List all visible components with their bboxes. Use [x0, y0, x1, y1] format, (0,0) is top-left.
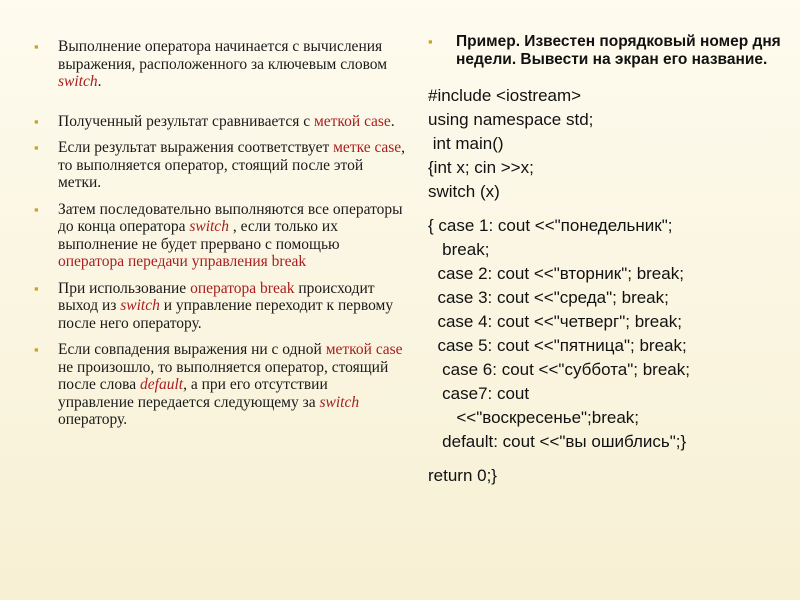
bullet-item: ▪ Выполнение оператора начинается с вычисления выражения, расположенного за ключевым словом switch.	[34, 38, 388, 90]
bullet-item: ▪ Полученный результат сравнивается с меткой case.	[34, 112, 395, 130]
bullet-marker-icon: ▪	[34, 140, 39, 155]
example-column	[428, 33, 793, 488]
explanation-column	[34, 38, 406, 438]
example-heading: ▪ Пример. Известен порядковый номер дня недели. Вывести на экран его название.	[428, 33, 781, 68]
bullet-item: ▪ Если совпадения выражения ни с одной меткой case не произошло, то выполняется оператор, стоящий после слова default, а при его отсутствии управление передается следующему за switch оператору.	[34, 341, 403, 428]
bullet-marker-icon: ▪	[34, 39, 39, 54]
code-block-return: return 0;}	[428, 466, 497, 485]
bullet-marker-icon: ▪	[428, 34, 433, 49]
bullet-item: ▪ Затем последовательно выполняются все операторы до конца оператора switch , если только их выполнение не будет прервано с помощью оператора передачи управления break	[34, 200, 403, 270]
code-block-header: #include <iostream> using namespace std; int main() {int x; cin >>x; switch (x)	[428, 86, 594, 201]
bullet-marker-icon: ▪	[34, 113, 39, 129]
bullet-item: ▪ При использование оператора break происходит выход из switch и управление переходит к первому после него оператору.	[34, 279, 394, 332]
code-block-switch: { case 1: cout <<"понедельник"; break; case 2: cout <<"вторник"; break; case 3: cout <<"среда"; break; case 4: cout <<"четверг"; break; case 5: cout <<"пятница"; break; case 6: cout <<"суббота"; break; case7: cout <<"воскресенье";break; default: cout <<"вы ошиблись";}	[428, 216, 690, 451]
bullet-item: ▪ Если результат выражения соответствует метке case, то выполняется оператор, стоящий после этой метки.	[34, 139, 406, 191]
bullet-marker-icon: ▪	[34, 280, 39, 296]
bullet-marker-icon: ▪	[34, 342, 39, 357]
bullet-marker-icon: ▪	[34, 201, 39, 217]
